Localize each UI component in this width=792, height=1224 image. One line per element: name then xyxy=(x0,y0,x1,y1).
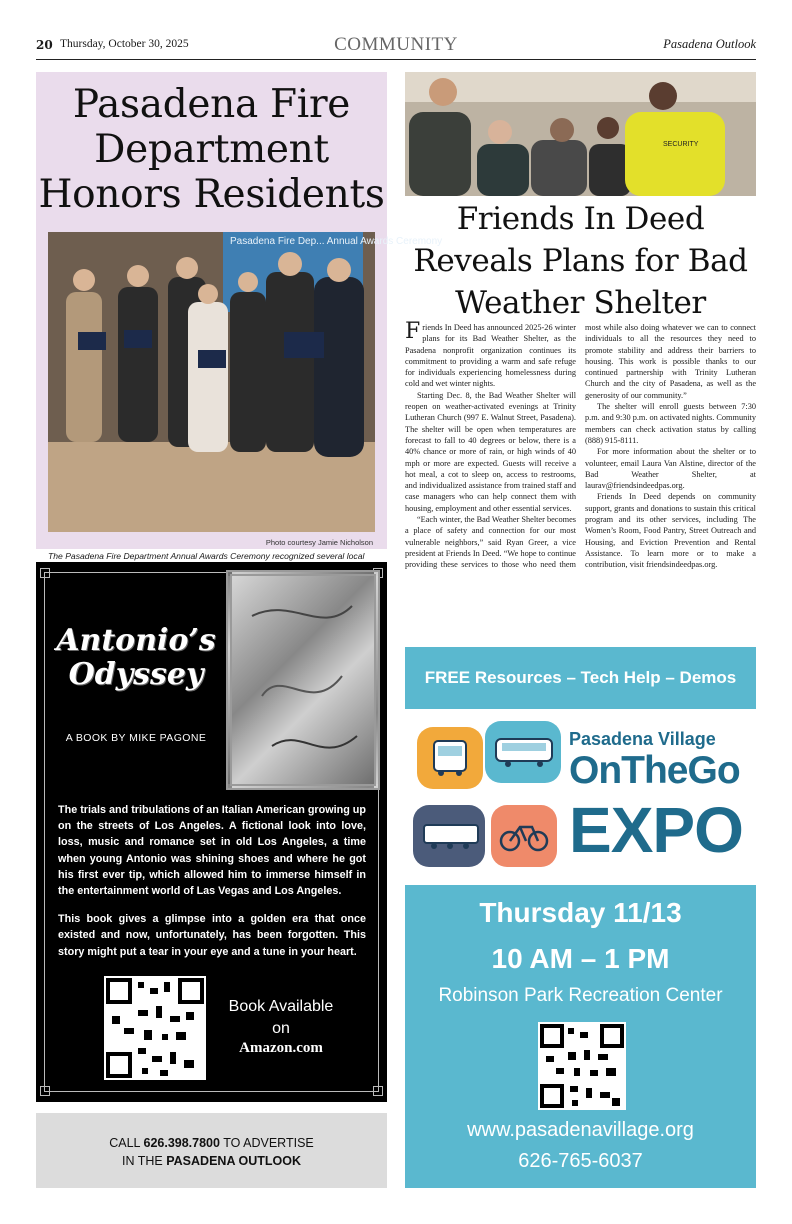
awards-ceremony-photo xyxy=(48,232,443,532)
fire-department-story xyxy=(36,72,443,561)
page-number: 20 xyxy=(36,38,53,52)
vest-text: SECURITY xyxy=(663,141,699,148)
friends-in-deed-photo xyxy=(405,72,756,196)
expo-date: Thursday 11/13 xyxy=(479,897,682,928)
qr-code-icon xyxy=(538,1022,626,1110)
bus-icon xyxy=(424,737,476,779)
ceremony-banner-text: Pasadena Fire Dep... Annual Awards Ceremony xyxy=(230,236,443,247)
book-byline: A BOOK BY MIKE PAGONE xyxy=(65,732,207,744)
issue-date: Thursday, October 30, 2025 xyxy=(60,38,189,50)
train-icon xyxy=(420,815,482,857)
expo-title-expo: EXPO xyxy=(569,794,743,866)
corner-ornament-icon xyxy=(373,1086,383,1096)
friends-in-deed-headline: Friends In Deed Reveals Plans for Bad Weather Shelter xyxy=(413,201,748,321)
corner-ornament-icon xyxy=(40,568,50,578)
expo-location: Robinson Park Recreation Center xyxy=(438,985,723,1006)
expo-title-onthego: OnTheGo xyxy=(569,749,740,792)
staff-group-photo xyxy=(405,72,756,196)
article-paragraph: Friends In Deed depends on community support, grants and donations to sustain this critical program and its other services, including The Women’s Room, Food Pantry, Street Outreach and Housing, and Eviction Prevention and Rental Assistance. To learn more or to make a contribution, visit friendsindeedpas.org. xyxy=(585,492,756,570)
article-paragraph: The shelter will enroll guests between 7:30 p.m. and 9:30 p.m. on activated nights. Community members can check activation status by calling (888) 915-8111. xyxy=(585,402,756,445)
expo-qr-code[interactable] xyxy=(538,1022,626,1110)
expo-org-name: Pasadena Village xyxy=(569,729,716,749)
expo-time: 10 AM – 1 PM xyxy=(491,943,670,974)
bike-tile xyxy=(491,805,557,867)
advertise-phone[interactable]: 626.398.7800 xyxy=(143,1136,220,1150)
expo-advertisement xyxy=(405,647,756,1188)
article-paragraph: “Each winter, the Bad Weather Shelter becomes a place of safety and connection for our most vulnerable neighbors,” said Ryan Greer, a vice president at Friends In Deed. “We hope to continue providing these services to those who need them most while also doing whatever we can to connect individuals to all the resources they need to promote stability and address their barriers to housing. This work is possible thanks to our continued partnership with Trinity Lutheran Church and the city of Pasadena, as well as the generosity of our community.” xyxy=(405,323,756,570)
train-tile xyxy=(485,721,561,783)
availability-note: Book Available on Amazon.com xyxy=(216,996,346,1057)
expo-logo-panel xyxy=(405,709,756,885)
friends-in-deed-body xyxy=(405,319,756,612)
qr-code[interactable] xyxy=(104,976,206,1080)
bus-tile xyxy=(417,727,483,789)
tram-icon xyxy=(492,731,556,773)
article-paragraph: For more information about the shelter or to volunteer, email Laura Van Alstine, director of the Bad Weather Shelter, at laurav@friendsindeedpas.org. xyxy=(585,447,756,491)
photo-credit: Photo courtesy Jamie Nicholson xyxy=(265,538,373,547)
corner-ornament-icon xyxy=(40,1086,50,1096)
article-paragraph: Starting Dec. 8, the Bad Weather Shelter will reopen on weather-activated evenings at Trinity Lutheran Church (997 E. Walnut Street, Pasadena). The shelter will be open when temperatures are forecast to fall to 40 degrees or below, there is a 40% chance or more of rain, or high winds of 40 mph or more are expected. Guests will receive a hot meal, a cot to sleep on, access to restrooms, and individualized assistance from trained staff and case managers who can help connect them with housing, employment and other essential services. xyxy=(405,390,576,513)
fire-headline: Pasadena Fire Department Honors Residents xyxy=(38,82,385,217)
drop-cap: F xyxy=(405,319,421,344)
awards-photo-illustration xyxy=(48,232,443,532)
amazon-link[interactable]: Amazon.com xyxy=(239,1040,323,1056)
page-header xyxy=(36,34,756,60)
framed-artwork xyxy=(226,570,380,790)
book-description: The trials and tribulations of an Italian American growing up on the streets of Los Angeles. A fictional look into love, loss, music and romance set in old Los Angeles, a time when young Antonio was shining shoes and where he got his first ever tip, which allowed him to immerse himself in the entertainment world of Las Vegas and Los Angeles. This book gives a glimpse into a golden era that once existed and now, unfortunately, has been forgotten. This story might put a tear in your eye and a tune in your heart. xyxy=(58,804,366,958)
book-title: Antonio’s Odyssey xyxy=(56,623,216,692)
bicycle-icon xyxy=(498,815,550,857)
qr-code-icon xyxy=(104,976,206,1080)
article-paragraph: Friends In Deed has announced 2025-26 winter plans for its Bad Weather Shelter, as the Pasadena nonprofit organization continues its commitment to providing a warm and safe refuge for individuals experiencing homelessness during cold and wet winter nights. xyxy=(405,319,576,389)
rail-tile xyxy=(413,805,485,867)
expo-phone[interactable]: 626-765-6037 xyxy=(518,1150,643,1172)
expo-banner: FREE Resources – Tech Help – Demos xyxy=(424,668,737,687)
expo-website[interactable]: www.pasadenavillage.org xyxy=(467,1119,694,1141)
photo-caption: The Pasadena Fire Department Annual Awards Ceremony recognized several local xyxy=(48,551,365,561)
section-name: COMMUNITY xyxy=(334,34,458,55)
artwork-illustration xyxy=(232,576,374,784)
advertise-notice: CALL 626.398.7800 TO ADVERTISE IN THE PASADENA OUTLOOK xyxy=(36,1113,387,1188)
book-advertisement xyxy=(36,562,387,1102)
publication-name: Pasadena Outlook xyxy=(663,37,756,51)
